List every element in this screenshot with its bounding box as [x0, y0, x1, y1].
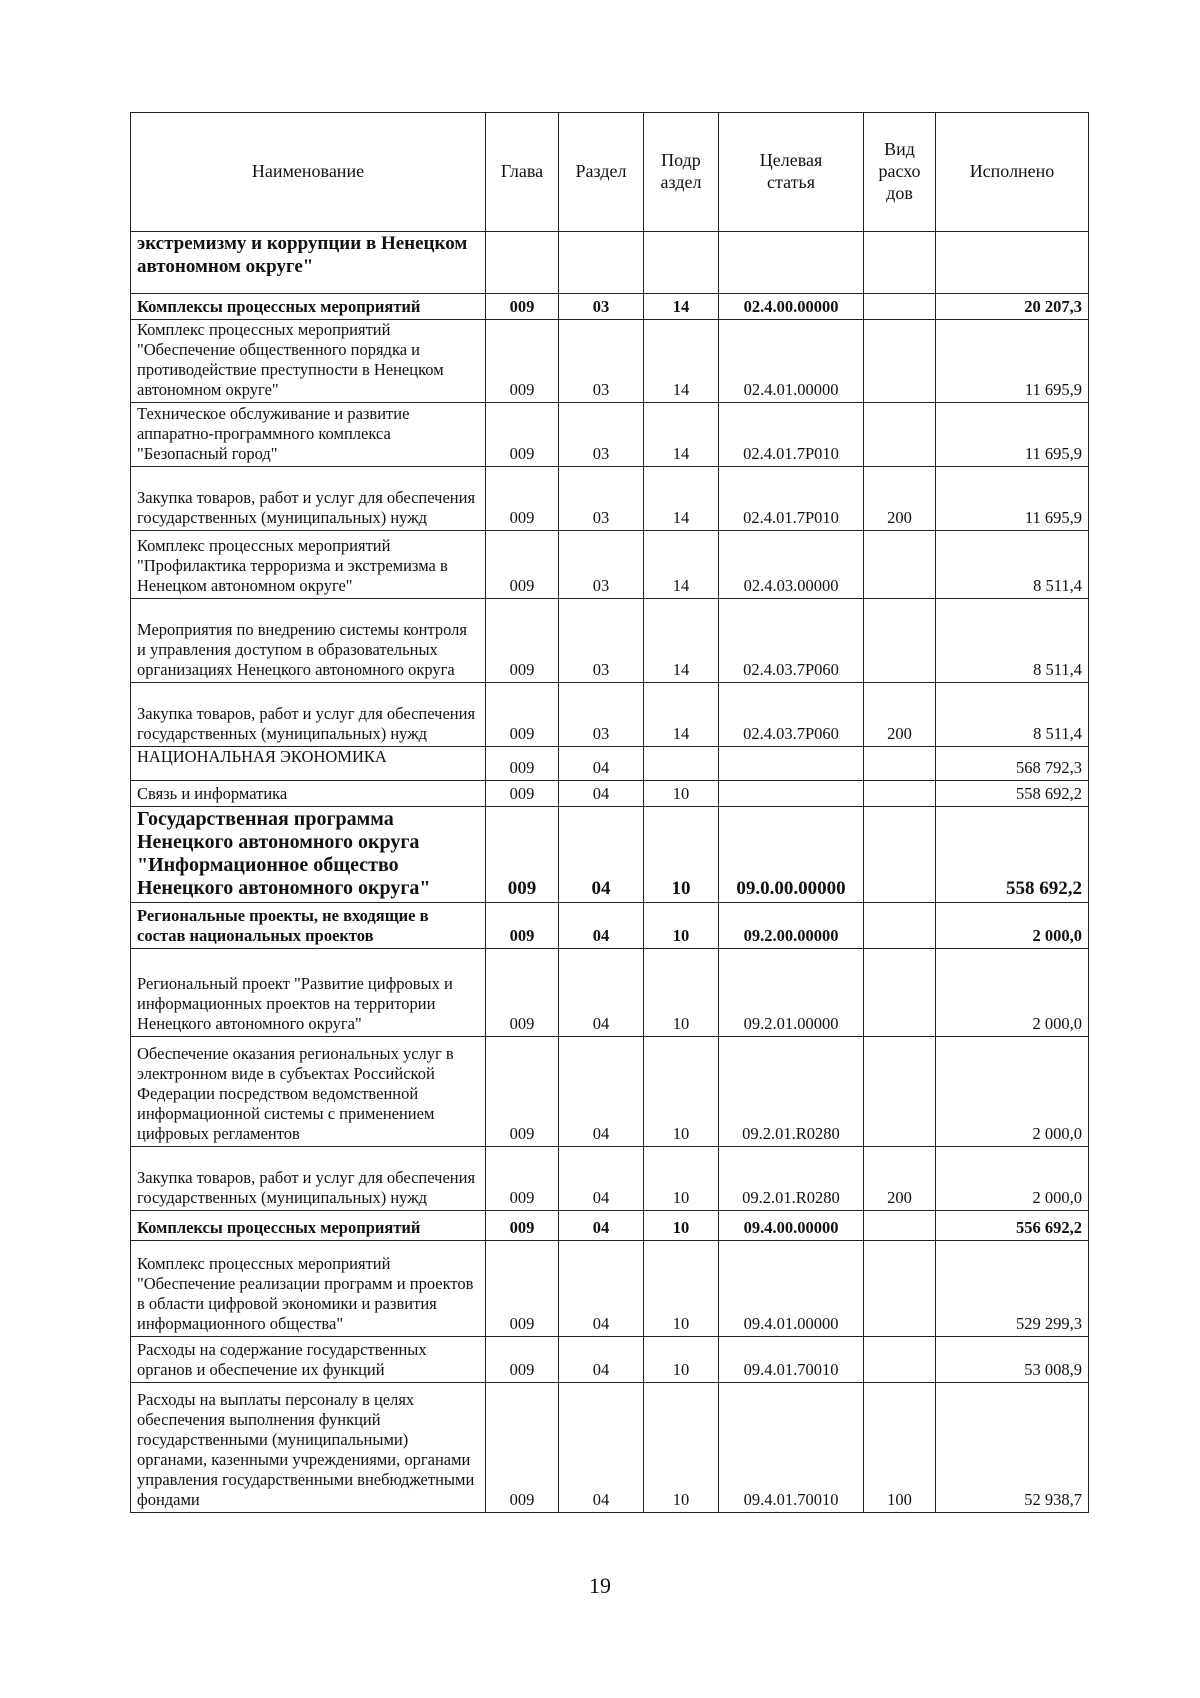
cell-glava: 009 — [486, 807, 559, 903]
cell-glava: 009 — [486, 1383, 559, 1513]
table-row — [131, 1037, 1089, 1147]
table-row — [131, 1383, 1089, 1513]
cell-ispolneno: 20 207,3 — [936, 294, 1089, 320]
cell-ispolneno: 52 938,7 — [936, 1383, 1089, 1513]
cell-vid — [864, 1037, 936, 1147]
cell-name: Региональные проекты, не входящие в состав национальных проектов — [131, 903, 486, 949]
cell-glava: 009 — [486, 531, 559, 599]
cell-vid — [864, 1211, 936, 1241]
cell-tselevaya: 09.4.00.00000 — [719, 1211, 864, 1241]
table-row — [131, 1211, 1089, 1241]
cell-name: Мероприятия по внедрению системы контроля и управления доступом в образовательных организациях Ненецкого автономного округа — [131, 599, 486, 683]
cell-tselevaya: 02.4.03.7Р060 — [719, 599, 864, 683]
header-tselevaya: Целевая статья — [719, 113, 864, 232]
header-vid: Вид расхо дов — [864, 113, 936, 232]
table-row — [131, 949, 1089, 1037]
cell-tselevaya: 09.2.01.R0280 — [719, 1147, 864, 1211]
cell-vid — [864, 294, 936, 320]
cell-podrazdel: 10 — [644, 807, 719, 903]
cell-name: Обеспечение оказания региональных услуг в электронном виде в субъектах Российской Федерации посредством ведомственной информационной системы с применением цифровых регламентов — [131, 1037, 486, 1147]
cell-name: НАЦИОНАЛЬНАЯ ЭКОНОМИКА — [131, 747, 486, 781]
cell-glava: 009 — [486, 781, 559, 807]
cell-glava: 009 — [486, 320, 559, 403]
cell-razdel: 04 — [559, 1383, 644, 1513]
table-row — [131, 599, 1089, 683]
table-row — [131, 807, 1089, 903]
cell-name: Комплексы процессных мероприятий — [131, 1211, 486, 1241]
cell-podrazdel: 10 — [644, 1337, 719, 1383]
cell-podrazdel: 14 — [644, 599, 719, 683]
cell-ispolneno: 2 000,0 — [936, 1037, 1089, 1147]
cell-name: Техническое обслуживание и развитие аппаратно-программного комплекса "Безопасный город" — [131, 403, 486, 467]
cell-vid — [864, 949, 936, 1037]
cell-podrazdel: 10 — [644, 903, 719, 949]
cell-ispolneno: 53 008,9 — [936, 1337, 1089, 1383]
table-row — [131, 683, 1089, 747]
cell-podrazdel: 14 — [644, 683, 719, 747]
cell-name: Закупка товаров, работ и услуг для обеспечения государственных (муниципальных) нужд — [131, 467, 486, 531]
cell-vid — [864, 807, 936, 903]
cell-ispolneno: 529 299,3 — [936, 1241, 1089, 1337]
cell-ispolneno: 556 692,2 — [936, 1211, 1089, 1241]
cell-razdel: 03 — [559, 320, 644, 403]
cell-razdel: 04 — [559, 1147, 644, 1211]
cell-podrazdel: 14 — [644, 531, 719, 599]
cell-glava: 009 — [486, 1037, 559, 1147]
cell-razdel: 04 — [559, 781, 644, 807]
cell-podrazdel — [644, 747, 719, 781]
cell-name: Закупка товаров, работ и услуг для обеспечения государственных (муниципальных) нужд — [131, 1147, 486, 1211]
cell-podrazdel: 10 — [644, 781, 719, 807]
cell-glava: 009 — [486, 1211, 559, 1241]
cell-razdel: 03 — [559, 599, 644, 683]
header-podrazdel: Подр аздел — [644, 113, 719, 232]
cell-podrazdel: 10 — [644, 1147, 719, 1211]
cell-name: Расходы на выплаты персоналу в целях обеспечения выполнения функций государственными (муниципальными) органами, казенными учреждениями, органами управления государственными внебюджетными фондами — [131, 1383, 486, 1513]
cell-name: Региональный проект "Развитие цифровых и информационных проектов на территории Ненецкого автономного округа" — [131, 949, 486, 1037]
cell-vid — [864, 903, 936, 949]
cell-vid: 100 — [864, 1383, 936, 1513]
cell-podrazdel: 14 — [644, 467, 719, 531]
cell-tselevaya: 09.0.00.00000 — [719, 807, 864, 903]
cell-razdel: 04 — [559, 1337, 644, 1383]
cell-razdel: 04 — [559, 747, 644, 781]
header-row — [131, 113, 1089, 232]
cell-glava: 009 — [486, 1241, 559, 1337]
cell-razdel: 03 — [559, 531, 644, 599]
table-row — [131, 1147, 1089, 1211]
cell-razdel: 03 — [559, 683, 644, 747]
cell-ispolneno: 558 692,2 — [936, 781, 1089, 807]
cell-name: Закупка товаров, работ и услуг для обеспечения государственных (муниципальных) нужд — [131, 683, 486, 747]
cell-razdel: 04 — [559, 807, 644, 903]
header-razdel: Раздел — [559, 113, 644, 232]
table-row — [131, 320, 1089, 403]
table-body — [131, 232, 1089, 1513]
cell-ispolneno: 2 000,0 — [936, 903, 1089, 949]
cell-ispolneno: 8 511,4 — [936, 599, 1089, 683]
cell-ispolneno: 11 695,9 — [936, 320, 1089, 403]
cell-razdel — [559, 232, 644, 294]
budget-table — [130, 112, 1089, 1513]
header-glava: Глава — [486, 113, 559, 232]
cell-vid: 200 — [864, 683, 936, 747]
page-number: 19 — [589, 1573, 611, 1598]
cell-podrazdel: 14 — [644, 320, 719, 403]
cell-tselevaya: 09.4.01.70010 — [719, 1337, 864, 1383]
cell-podrazdel: 10 — [644, 1383, 719, 1513]
cell-glava: 009 — [486, 599, 559, 683]
cell-podrazdel: 10 — [644, 1241, 719, 1337]
cell-tselevaya: 09.4.01.70010 — [719, 1383, 864, 1513]
cell-vid — [864, 599, 936, 683]
cell-razdel: 04 — [559, 903, 644, 949]
cell-tselevaya: 02.4.01.00000 — [719, 320, 864, 403]
cell-tselevaya: 02.4.01.7Р010 — [719, 467, 864, 531]
table-row — [131, 467, 1089, 531]
cell-tselevaya — [719, 781, 864, 807]
cell-ispolneno: 8 511,4 — [936, 531, 1089, 599]
cell-razdel: 04 — [559, 1241, 644, 1337]
cell-tselevaya: 02.4.01.7Р010 — [719, 403, 864, 467]
cell-ispolneno: 2 000,0 — [936, 949, 1089, 1037]
cell-vid — [864, 781, 936, 807]
header-name: Наименование — [131, 113, 486, 232]
cell-podrazdel: 10 — [644, 949, 719, 1037]
cell-razdel: 03 — [559, 467, 644, 531]
cell-name: Комплекс процессных мероприятий "Обеспечение общественного порядка и противодействие преступности в Ненецком автономном округе" — [131, 320, 486, 403]
cell-tselevaya — [719, 232, 864, 294]
cell-vid — [864, 531, 936, 599]
cell-name: Расходы на содержание государственных органов и обеспечение их функций — [131, 1337, 486, 1383]
cell-razdel: 04 — [559, 1211, 644, 1241]
cell-glava: 009 — [486, 1337, 559, 1383]
cell-ispolneno: 2 000,0 — [936, 1147, 1089, 1211]
cell-ispolneno: 568 792,3 — [936, 747, 1089, 781]
cell-vid — [864, 1337, 936, 1383]
cell-tselevaya — [719, 747, 864, 781]
cell-vid — [864, 403, 936, 467]
cell-glava: 009 — [486, 903, 559, 949]
cell-razdel: 03 — [559, 294, 644, 320]
table-row — [131, 903, 1089, 949]
cell-name: Связь и информатика — [131, 781, 486, 807]
cell-razdel: 03 — [559, 403, 644, 467]
cell-glava: 009 — [486, 1147, 559, 1211]
cell-podrazdel: 10 — [644, 1037, 719, 1147]
cell-vid — [864, 747, 936, 781]
cell-podrazdel: 14 — [644, 294, 719, 320]
cell-glava: 009 — [486, 467, 559, 531]
cell-razdel: 04 — [559, 1037, 644, 1147]
table-row — [131, 403, 1089, 467]
cell-name: Комплекс процессных мероприятий "Профилактика терроризма и экстремизма в Ненецком автономном округе" — [131, 531, 486, 599]
cell-ispolneno: 8 511,4 — [936, 683, 1089, 747]
cell-name: Государственная программа Ненецкого автономного округа "Информационное общество Ненецкого автономного округа" — [131, 807, 486, 903]
cell-tselevaya: 09.4.01.00000 — [719, 1241, 864, 1337]
cell-ispolneno: 558 692,2 — [936, 807, 1089, 903]
cell-tselevaya: 09.2.01.R0280 — [719, 1037, 864, 1147]
cell-glava: 009 — [486, 683, 559, 747]
cell-glava: 009 — [486, 294, 559, 320]
cell-glava: 009 — [486, 747, 559, 781]
table-row — [131, 781, 1089, 807]
cell-ispolneno: 11 695,9 — [936, 403, 1089, 467]
cell-vid — [864, 1241, 936, 1337]
cell-tselevaya: 02.4.00.00000 — [719, 294, 864, 320]
cell-ispolneno — [936, 232, 1089, 294]
cell-tselevaya: 02.4.03.7Р060 — [719, 683, 864, 747]
cell-tselevaya: 09.2.01.00000 — [719, 949, 864, 1037]
cell-ispolneno: 11 695,9 — [936, 467, 1089, 531]
table-row — [131, 531, 1089, 599]
header-ispolneno: Исполнено — [936, 113, 1089, 232]
cell-razdel: 04 — [559, 949, 644, 1037]
table-row — [131, 747, 1089, 781]
table-row — [131, 1241, 1089, 1337]
cell-podrazdel: 14 — [644, 403, 719, 467]
table-row — [131, 294, 1089, 320]
cell-glava: 009 — [486, 949, 559, 1037]
cell-tselevaya: 09.2.00.00000 — [719, 903, 864, 949]
cell-name: экстремизму и коррупции в Ненецком автономном округе" — [131, 232, 486, 294]
cell-glava — [486, 232, 559, 294]
cell-podrazdel: 10 — [644, 1211, 719, 1241]
cell-podrazdel — [644, 232, 719, 294]
cell-glava: 009 — [486, 403, 559, 467]
table-row — [131, 232, 1089, 294]
cell-tselevaya: 02.4.03.00000 — [719, 531, 864, 599]
table-row — [131, 1337, 1089, 1383]
cell-vid — [864, 232, 936, 294]
cell-name: Комплексы процессных мероприятий — [131, 294, 486, 320]
cell-name: Комплекс процессных мероприятий "Обеспечение реализации программ и проектов в области цифровой экономики и развития информационного общества" — [131, 1241, 486, 1337]
cell-vid: 200 — [864, 467, 936, 531]
cell-vid — [864, 320, 936, 403]
cell-vid: 200 — [864, 1147, 936, 1211]
